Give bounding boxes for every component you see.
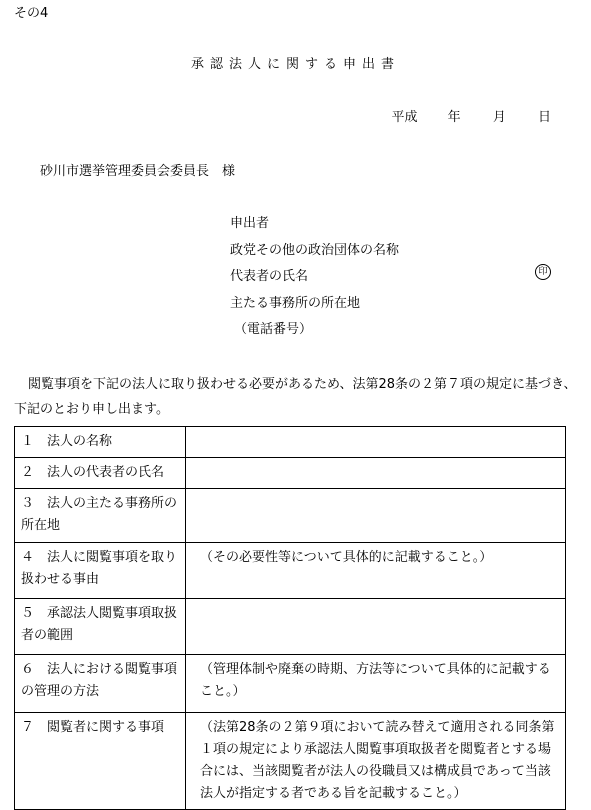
applicant-header: 申出者: [230, 216, 270, 231]
addressee: 砂川市選挙管理委員会委員長 様: [40, 164, 236, 179]
body-text: 閲覧事項を下記の法人に取り扱わせる必要があるため、法第28条の２第７項の規定に基づき、下記のとおり申し出ます。: [14, 377, 577, 417]
form-table: [14, 426, 566, 810]
office-address-label: 主たる事務所の所在地: [230, 296, 361, 311]
form-number: その4: [14, 6, 49, 21]
representative-name-label: 代表者の氏名: [230, 269, 309, 284]
row-label: ６ 法人における閲覧事項の管理の方法: [15, 655, 186, 713]
table-row: [15, 713, 566, 810]
table-row: [15, 599, 566, 655]
date-year: 年: [447, 110, 461, 125]
date-line: [392, 106, 551, 125]
table-row: [15, 427, 566, 458]
row-value[interactable]: [186, 458, 566, 489]
row-label: ４ 法人に閲覧事項を取り扱わせる事由: [15, 543, 186, 599]
row-value[interactable]: [186, 489, 566, 543]
row-label: ７ 閲覧者に関する事項: [15, 713, 186, 810]
document-title: 承認法人に関する申出書: [190, 57, 400, 72]
party-name-label: 政党その他の政治団体の名称: [230, 243, 400, 258]
table-row: [15, 458, 566, 489]
row-note[interactable]: （法第28条の２第９項において読み替えて適用される同条第１項の規定により承認法人閲覧事項取扱者を閲覧者とする場合には、当該閲覧者が法人の役職員又は構成員であって当該法人が指定する者である旨を記載すること。）: [186, 713, 566, 810]
row-label: ５ 承認法人閲覧事項取扱者の範囲: [15, 599, 186, 655]
row-note[interactable]: （管理体制や廃棄の時期、方法等について具体的に記載すること。）: [186, 655, 566, 713]
row-note[interactable]: （その必要性等について具体的に記載すること。）: [186, 543, 566, 599]
date-era: 平成: [391, 110, 418, 125]
row-value[interactable]: [186, 427, 566, 458]
row-label: １ 法人の名称: [15, 427, 186, 458]
table-row: [15, 655, 566, 713]
row-value[interactable]: [186, 599, 566, 655]
seal-mark: 印: [535, 264, 551, 280]
table-row: [15, 543, 566, 599]
date-day: 日: [537, 110, 551, 125]
table-row: [15, 489, 566, 543]
date-month: 月: [492, 110, 506, 125]
row-label: ３ 法人の主たる事務所の所在地: [15, 489, 186, 543]
row-label: ２ 法人の代表者の氏名: [15, 458, 186, 489]
phone-label: （電話番号）: [234, 322, 313, 337]
